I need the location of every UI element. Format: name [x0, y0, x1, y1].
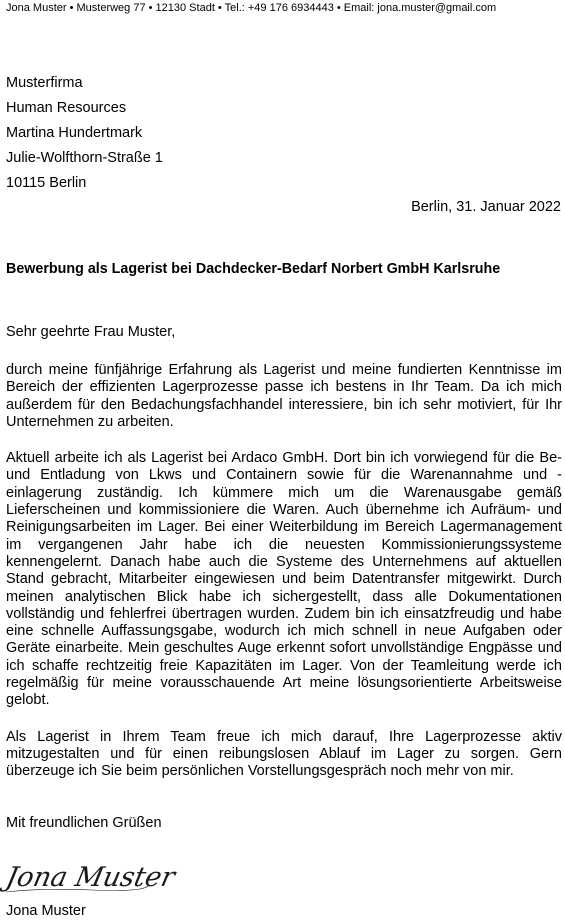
body-paragraph-1: durch meine fünfjährige Erfahrung als Lagerist und meine fundierten Kenntnisse im Bereich der effizienten Lagerprozesse passe ich bestens in Ihr Team. Da ich mich außerdem für den Bedachungsfachhandel interessiere, bin ich sehr motiviert, für Ihr Unternehmen zu arbeiten. — [6, 362, 562, 430]
body-paragraph-2: Aktuell arbeite ich als Lagerist bei Ardaco GmbH. Dort bin ich vorwiegend für die Be- und Entladung von Lkws und Containern sowie für die Warenannahme und -einlagerung zuständig. Ich kümmere mich um die Warenausgabe gemäß Lieferscheinen und kommissioniere die Waren. Auch übernehme ich Aufräum- und Reinigungsarbeiten im Lager. Bei einer Weiterbildung im Bereich Lagermanagement im vergangenen Jahr habe ich die neuesten Kommissionierungssysteme kennengelernt. Danach habe auch die Systeme des Unternehmens auf aktuellen Stand gebracht, Mitarbeiter eingewiesen und beim Datentransfer mitgewirkt. Durch meinen analytischen Blick habe ich sichergestellt, dass alle Dokumentationen vollständig und fehlerfrei übertragen wurden. Zudem bin ich einsatzfreudig und habe eine schnelle Auffassungsgabe, wodurch ich mich schnell in neue Aufgaben oder Geräte einarbeite. Mein geschultes Auge erkennt sofort unvollständige Engpässe und ich schaffe rechtzeitig freie Kapazitäten im Lager. Von der Teamleitung werde ich regelmäßig für meine vorausschauende Art meine lösungsorientierte Arbeitsweise gelobt. — [6, 450, 562, 709]
recipient-city: 10115 Berlin — [6, 175, 87, 191]
letter-subject: Bewerbung als Lagerist bei Dachdecker-Bedarf Norbert GmbH Karlsruhe — [6, 261, 501, 277]
closing-phrase: Mit freundlichen Grüßen — [6, 815, 162, 831]
signature-text: Jona Muster — [3, 862, 178, 893]
letter-date: Berlin, 31. Januar 2022 — [411, 199, 561, 215]
recipient-street: Julie-Wolfthorn-Straße 1 — [6, 150, 163, 166]
sender-contact-line: Jona Muster • Musterweg 77 • 12130 Stadt • Tel.: +49 176 6934443 • Email: jona.muster@gmail.com — [6, 2, 497, 14]
sender-name: Jona Muster — [6, 903, 86, 919]
letter-body — [6, 362, 562, 800]
salutation: Sehr geehrte Frau Muster, — [6, 324, 176, 340]
body-paragraph-3: Als Lagerist in Ihrem Team freue ich mich darauf, Ihre Lagerprozesse aktiv mitzugestalten und für einen reibungslosen Ablauf im Lager zu sorgen. Gern überzeuge ich Sie beim persönlichen Vorstellungsgespräch noch mehr von mir. — [6, 728, 562, 780]
recipient-address — [6, 71, 163, 196]
recipient-company: Musterfirma — [6, 75, 83, 91]
recipient-department: Human Resources — [6, 100, 127, 116]
recipient-contact: Martina Hundertmark — [6, 125, 143, 141]
handwritten-signature — [2, 852, 178, 900]
